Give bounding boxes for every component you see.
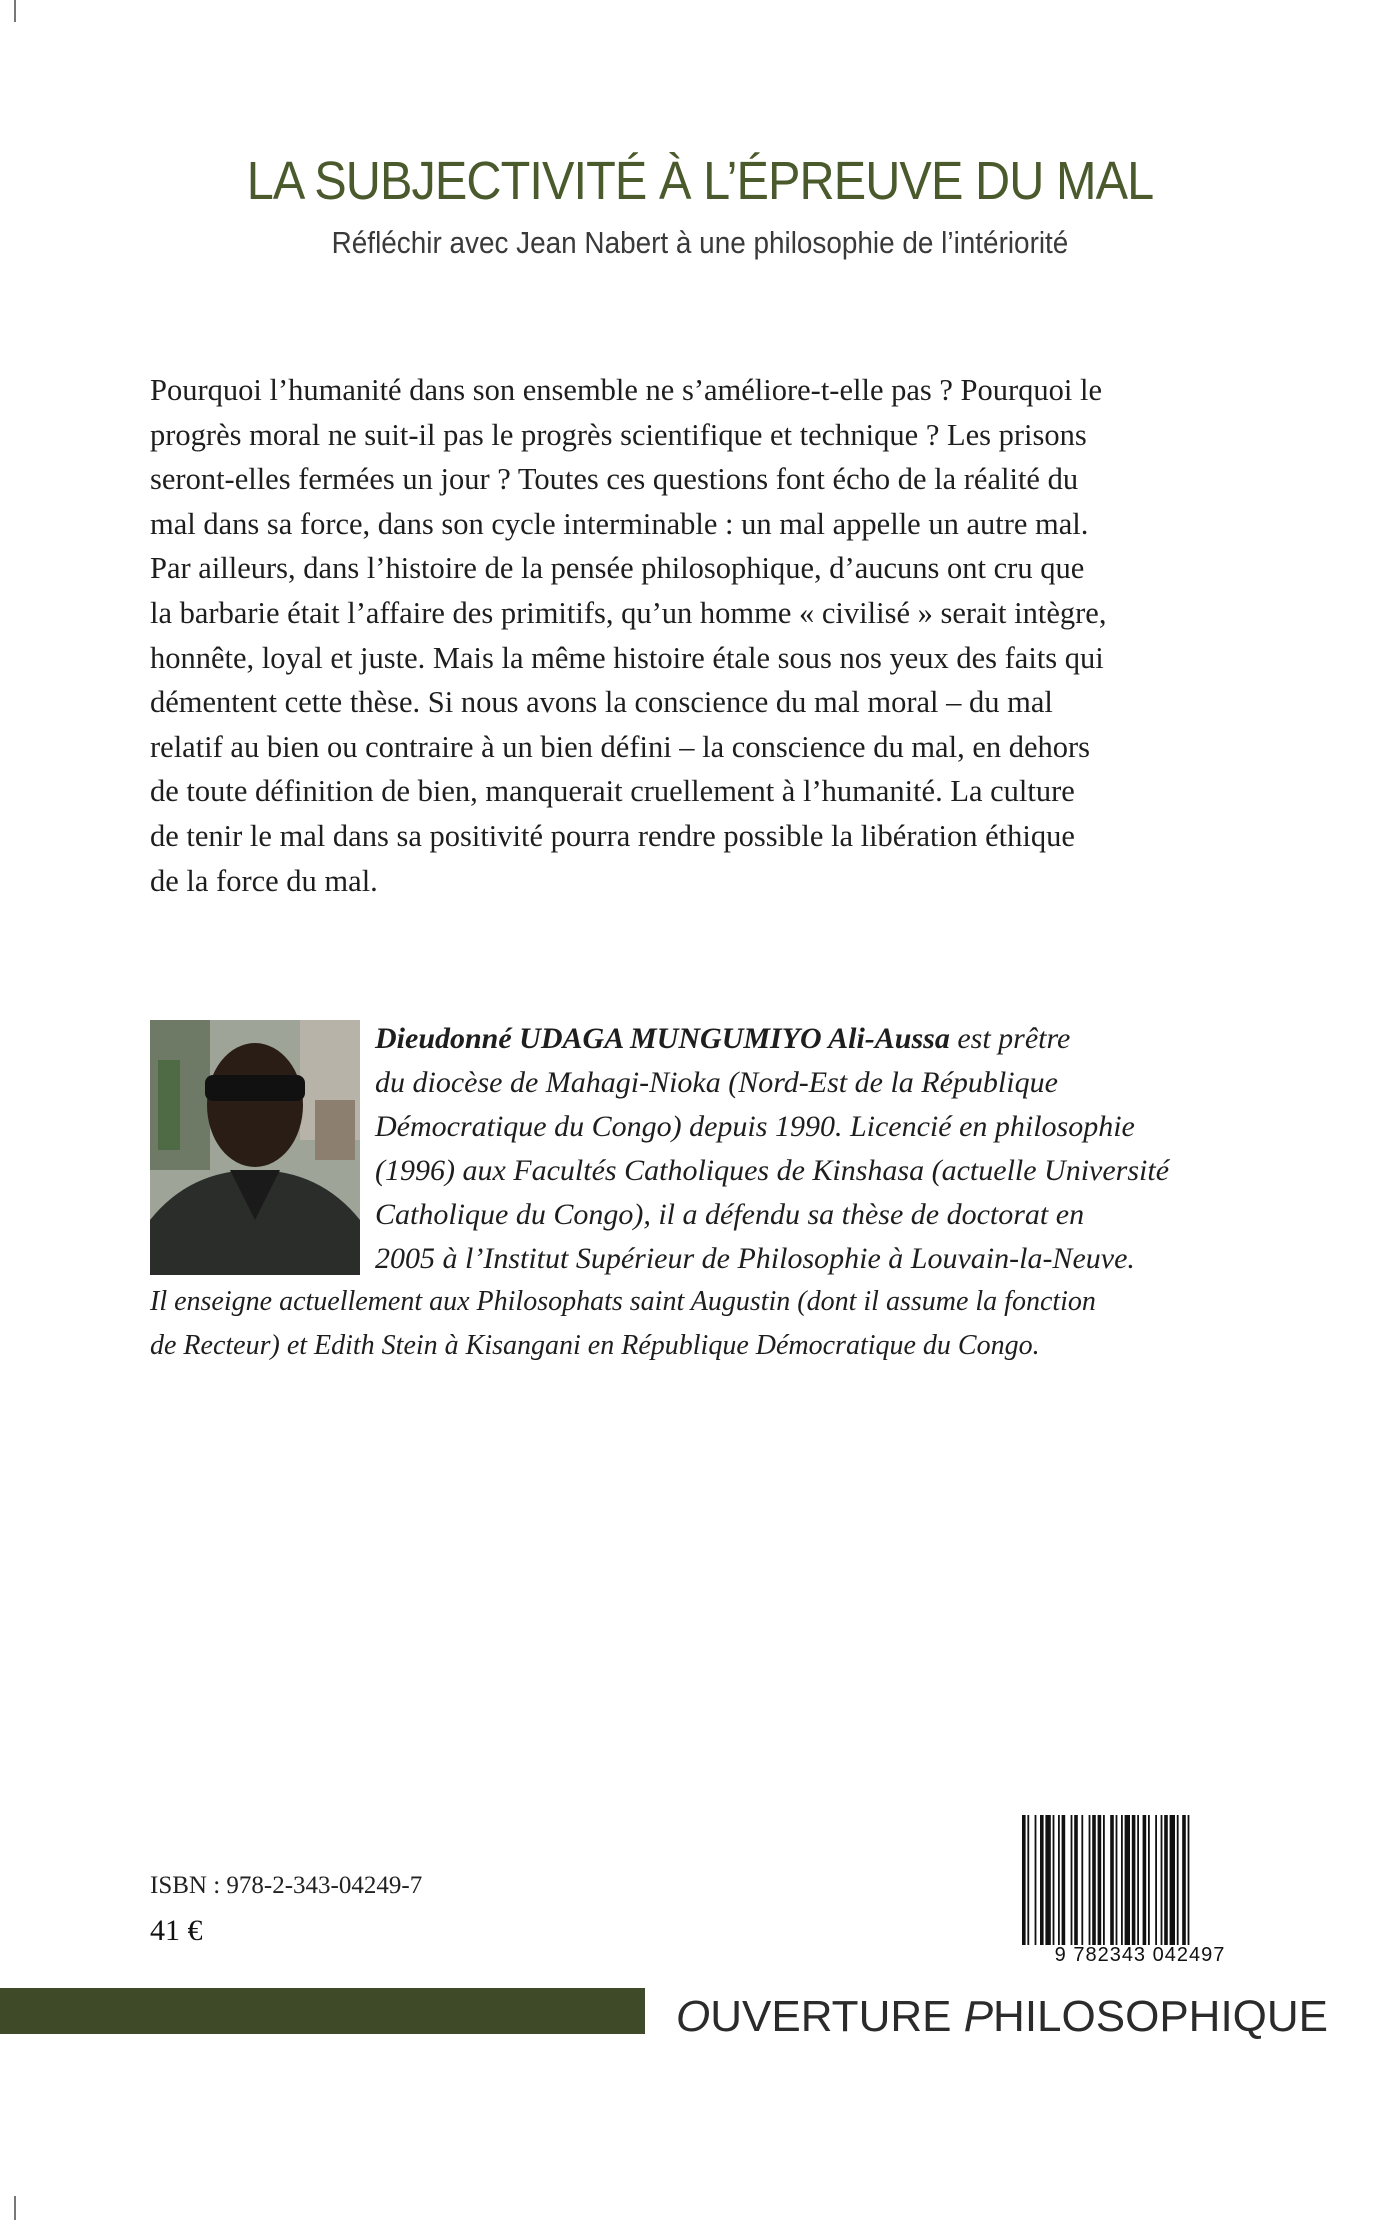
blurb-line: seront-elles fermées un jour ? Toutes ces questions font écho de la réalité du xyxy=(150,462,1079,497)
bio-line: est prêtre xyxy=(949,1022,1071,1055)
blurb-line: relatif au bien ou contraire à un bien défini – la conscience du mal, en dehors xyxy=(150,729,1091,764)
barcode-bar xyxy=(1164,1815,1168,1945)
barcode-bar xyxy=(1074,1815,1078,1945)
bio-line: Démocratique du Congo) depuis 1990. Licencié en philosophie xyxy=(375,1110,1135,1143)
bio-line: Il enseigne actuellement aux Philosophats saint Augustin (dont il assume la fonction xyxy=(150,1286,1096,1317)
barcode-bar xyxy=(1058,1815,1060,1945)
barcode-bar xyxy=(1045,1815,1050,1945)
blurb-line: la barbarie était l’affaire des primitifs, qu’un homme « civilisé » serait intègre, xyxy=(150,595,1107,630)
bio-line: 2005 à l’Institut Supérieur de Philosophie à Louvain-la-Neuve. xyxy=(375,1242,1135,1275)
crop-mark-bottom xyxy=(14,2196,16,2220)
series-word: HILOSOPHIQUE xyxy=(993,1992,1329,2041)
bio-line: (1996) aux Facultés Catholiques de Kinshasa (actuelle Université xyxy=(375,1154,1170,1187)
barcode-bar xyxy=(1161,1815,1163,1945)
barcode-bar xyxy=(1155,1815,1157,1945)
blurb-line: démentent cette thèse. Si nous avons la conscience du mal moral – du mal xyxy=(150,685,1053,720)
barcode-bar xyxy=(1116,1815,1118,1945)
series-name xyxy=(676,1992,1328,2042)
barcode-bar xyxy=(1103,1815,1105,1945)
barcode-bar xyxy=(1071,1815,1073,1945)
bio-line: Catholique du Congo), il a défendu sa thèse de doctorat en xyxy=(375,1198,1085,1231)
series-initial: O xyxy=(676,1992,711,2041)
blurb-line: de tenir le mal dans sa positivité pourra rendre possible la libération éthique xyxy=(150,818,1075,853)
book-title: LA SUBJECTIVITÉ À L’ÉPREUVE DU MAL xyxy=(246,151,1154,211)
barcode-bar xyxy=(1125,1815,1130,1945)
bio-line: de Recteur) et Edith Stein à Kisangani en République Démocratique du Congo. xyxy=(150,1330,1040,1361)
author-name: Dieudonné UDAGA MUNGUMIYO Ali-Aussa xyxy=(375,1022,950,1055)
blurb-line: de toute définition de bien, manquerait cruellement à l’humanité. La culture xyxy=(150,774,1075,809)
barcode-bar xyxy=(1089,1815,1091,1945)
barcode-bar xyxy=(1170,1815,1175,1945)
barcode-bar xyxy=(1035,1815,1037,1945)
blurb-line: progrès moral ne suit-il pas le progrès scientifique et technique ? Les prisons xyxy=(150,417,1087,452)
barcode-digits: 9 782343 042497 xyxy=(1054,1944,1226,1966)
book-subtitle: Réfléchir avec Jean Nabert à une philosophie de l’intériorité xyxy=(331,225,1069,260)
barcode-bar xyxy=(1137,1815,1139,1945)
barcode-bar xyxy=(1182,1815,1186,1945)
series-bar xyxy=(0,1988,645,2034)
barcode-bar xyxy=(1022,1815,1026,1945)
series-word: UVERTURE xyxy=(710,1992,964,2041)
blurb-line: Par ailleurs, dans l’histoire de la pensée philosophique, d’aucuns ont cru que xyxy=(150,551,1085,586)
barcode-bar xyxy=(1132,1815,1136,1945)
barcode-bar xyxy=(1098,1815,1102,1945)
blurb-line: Pourquoi l’humanité dans son ensemble ne s’améliore-t-elle pas ? Pourquoi le xyxy=(150,373,1103,407)
blurb-line: honnête, loyal et juste. Mais la même histoire étale sous nos yeux des faits qui xyxy=(150,640,1104,675)
barcode xyxy=(1020,1815,1260,1945)
bio-line: du diocèse de Mahagi-Nioka (Nord-Est de la République xyxy=(375,1066,1058,1099)
series-initial: P xyxy=(963,1992,994,2041)
barcode-bar xyxy=(1148,1815,1150,1945)
barcode-bar xyxy=(1040,1815,1044,1945)
barcode-bar xyxy=(1188,1815,1190,1945)
isbn: ISBN : 978-2-343-04249-7 xyxy=(150,1872,423,1899)
barcode-bar xyxy=(1143,1815,1147,1945)
blurb-line: de la force du mal. xyxy=(150,863,378,898)
barcode-bar xyxy=(1027,1815,1029,1945)
barcode-bar xyxy=(1110,1815,1114,1945)
barcode-bar xyxy=(1081,1815,1083,1945)
barcode-bar xyxy=(1177,1815,1179,1945)
barcode-bar xyxy=(1053,1815,1055,1945)
price: 41 € xyxy=(150,1914,203,1947)
barcode-bar xyxy=(1092,1815,1096,1945)
barcode-bar xyxy=(1062,1815,1066,1945)
barcode-bar xyxy=(1121,1815,1123,1945)
blurb-line: mal dans sa force, dans son cycle interminable : un mal appelle un autre mal. xyxy=(150,506,1089,541)
